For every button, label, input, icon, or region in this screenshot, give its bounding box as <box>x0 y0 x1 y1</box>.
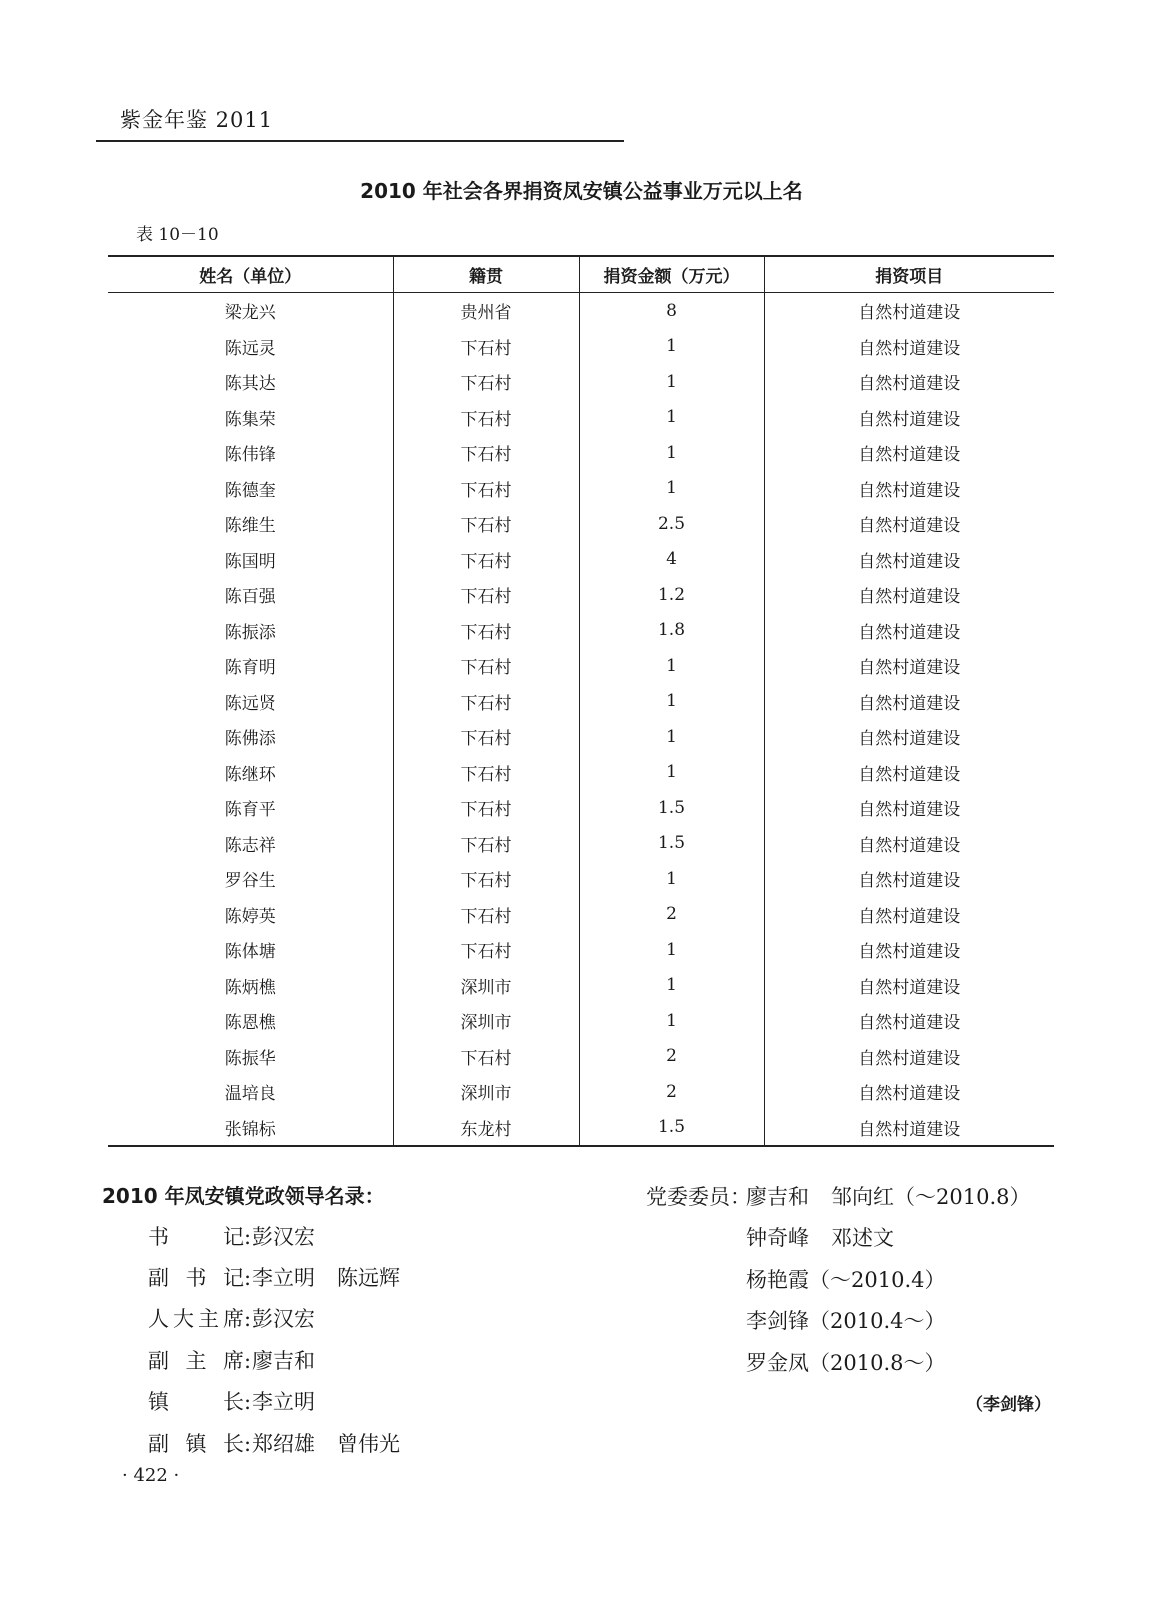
cell-amount: 1.2 <box>579 577 764 613</box>
leader-separator: : <box>244 1266 252 1290</box>
cell-project: 自然村道建设 <box>764 755 1054 791</box>
table-row <box>108 577 1054 613</box>
table-row <box>108 1074 1054 1110</box>
table-row <box>108 364 1054 400</box>
cell-amount: 1 <box>579 471 764 507</box>
table-row <box>108 755 1054 791</box>
leader-separator: : <box>244 1307 252 1331</box>
cell-origin: 贵州省 <box>393 293 579 329</box>
table-row <box>108 826 1054 862</box>
cell-origin: 下石村 <box>393 826 579 862</box>
cell-name: 陈振添 <box>224 622 276 643</box>
page-number: · 422 · <box>122 1465 180 1486</box>
committee-member-line <box>746 1264 945 1294</box>
cell-name: 梁龙兴 <box>224 303 276 324</box>
cell-project: 自然村道建设 <box>764 1039 1054 1075</box>
table-row <box>108 400 1054 436</box>
table-row <box>108 684 1054 720</box>
table-row <box>108 613 1054 649</box>
cell-amount: 1 <box>579 755 764 791</box>
leader-separator: : <box>244 1432 252 1456</box>
cell-amount: 2 <box>579 1039 764 1075</box>
leader-name: 李立明 <box>252 1266 315 1290</box>
cell-amount: 1 <box>579 719 764 755</box>
cell-origin: 深圳市 <box>393 1074 579 1110</box>
cell-origin: 下石村 <box>393 932 579 968</box>
header-rule <box>96 140 624 142</box>
author-credit: （李剑锋） <box>966 1395 1051 1415</box>
cell-project: 自然村道建设 <box>764 826 1054 862</box>
cell-origin: 下石村 <box>393 400 579 436</box>
cell-amount: 1 <box>579 1003 764 1039</box>
column-header-project: 捐资项目 <box>764 256 1054 293</box>
table-row <box>108 790 1054 826</box>
committee-member-name: 李剑锋（2010.4～） <box>746 1309 946 1333</box>
cell-name: 陈伟锋 <box>224 445 276 466</box>
table-row <box>108 329 1054 365</box>
cell-amount: 2 <box>579 897 764 933</box>
cell-amount: 1 <box>579 684 764 720</box>
table-row <box>108 1110 1054 1147</box>
committee-member-line <box>746 1347 945 1377</box>
committee-member-line <box>746 1222 894 1252</box>
table-row <box>108 932 1054 968</box>
cell-origin: 下石村 <box>393 577 579 613</box>
cell-project: 自然村道建设 <box>764 1110 1054 1147</box>
cell-project: 自然村道建设 <box>764 542 1054 578</box>
cell-origin: 下石村 <box>393 613 579 649</box>
cell-name: 张锦标 <box>224 1119 276 1140</box>
cell-project: 自然村道建设 <box>764 506 1054 542</box>
cell-origin: 下石村 <box>393 542 579 578</box>
cell-name: 罗谷生 <box>224 871 276 892</box>
leader-name: 曾伟光 <box>337 1432 400 1456</box>
cell-name: 陈婷英 <box>224 906 276 927</box>
cell-name: 陈恩樵 <box>224 1013 276 1034</box>
table-row <box>108 435 1054 471</box>
cell-origin: 下石村 <box>393 1039 579 1075</box>
cell-amount: 1 <box>579 400 764 436</box>
cell-project: 自然村道建设 <box>764 613 1054 649</box>
cell-amount: 1 <box>579 968 764 1004</box>
cell-name: 陈远贤 <box>224 693 276 714</box>
cell-project: 自然村道建设 <box>764 1003 1054 1039</box>
cell-origin: 下石村 <box>393 755 579 791</box>
donation-table <box>108 255 1054 1147</box>
leader-name: 彭汉宏 <box>252 1225 315 1249</box>
leader-row <box>148 1303 315 1333</box>
leader-role: 副书记 <box>148 1266 244 1290</box>
leader-separator: : <box>244 1349 252 1373</box>
committee-label: 党委委员： <box>646 1185 751 1209</box>
cell-project: 自然村道建设 <box>764 435 1054 471</box>
cell-amount: 1 <box>579 435 764 471</box>
table-row <box>108 861 1054 897</box>
leader-name: 陈远辉 <box>337 1266 400 1290</box>
leader-row <box>148 1386 315 1416</box>
cell-project: 自然村道建设 <box>764 932 1054 968</box>
committee-member-name: 邹向红（～2010.8） <box>831 1185 1031 1209</box>
committee-member-name: 杨艳霞（～2010.4） <box>746 1268 946 1292</box>
yearbook-header-title: 紫金年鉴 2011 <box>120 108 274 132</box>
cell-amount: 4 <box>579 542 764 578</box>
cell-origin: 下石村 <box>393 364 579 400</box>
leader-row <box>148 1221 315 1251</box>
cell-amount: 1.5 <box>579 826 764 862</box>
cell-amount: 2 <box>579 1074 764 1110</box>
table-row <box>108 542 1054 578</box>
table-row <box>108 1003 1054 1039</box>
leader-row <box>148 1345 315 1375</box>
cell-project: 自然村道建设 <box>764 897 1054 933</box>
cell-amount: 1 <box>579 364 764 400</box>
cell-origin: 下石村 <box>393 435 579 471</box>
leaders-heading: 2010 年凤安镇党政领导名录： <box>102 1184 385 1208</box>
document-title: 2010 年社会各界捐资凤安镇公益事业万元以上名 <box>360 179 803 203</box>
cell-project: 自然村道建设 <box>764 471 1054 507</box>
table-row <box>108 506 1054 542</box>
cell-amount: 1 <box>579 932 764 968</box>
column-header-origin: 籍贯 <box>393 256 579 293</box>
cell-origin: 深圳市 <box>393 1003 579 1039</box>
cell-amount: 2.5 <box>579 506 764 542</box>
cell-project: 自然村道建设 <box>764 577 1054 613</box>
cell-origin: 下石村 <box>393 897 579 933</box>
cell-origin: 下石村 <box>393 719 579 755</box>
cell-origin: 东龙村 <box>393 1110 579 1147</box>
committee-member-name: 钟奇峰 <box>746 1226 809 1250</box>
cell-name: 陈远灵 <box>224 338 276 359</box>
leader-name: 李立明 <box>252 1390 315 1414</box>
cell-project: 自然村道建设 <box>764 400 1054 436</box>
cell-name: 陈育平 <box>224 800 276 821</box>
leader-row <box>148 1428 400 1458</box>
cell-name: 陈国明 <box>224 551 276 572</box>
cell-origin: 下石村 <box>393 684 579 720</box>
cell-name: 陈德奎 <box>224 480 276 501</box>
leader-name: 郑绍雄 <box>252 1432 315 1456</box>
cell-amount: 1.5 <box>579 790 764 826</box>
cell-name: 温培良 <box>224 1084 276 1105</box>
cell-name: 陈育明 <box>224 658 276 679</box>
cell-origin: 下石村 <box>393 861 579 897</box>
cell-project: 自然村道建设 <box>764 648 1054 684</box>
cell-project: 自然村道建设 <box>764 719 1054 755</box>
cell-name: 陈振华 <box>224 1048 276 1069</box>
cell-name: 陈体塘 <box>224 942 276 963</box>
leader-role: 人大主席 <box>148 1307 244 1331</box>
table-row <box>108 293 1054 329</box>
leader-role: 镇长 <box>148 1390 244 1414</box>
cell-name: 陈炳樵 <box>224 977 276 998</box>
table-header-row <box>108 256 1054 293</box>
leader-name: 廖吉和 <box>252 1349 315 1373</box>
cell-name: 陈其达 <box>224 374 276 395</box>
leader-separator: : <box>244 1225 252 1249</box>
cell-name: 陈佛添 <box>224 729 276 750</box>
table-row <box>108 897 1054 933</box>
leader-row <box>148 1262 400 1292</box>
leader-role: 副镇长 <box>148 1432 244 1456</box>
cell-origin: 深圳市 <box>393 968 579 1004</box>
cell-amount: 1 <box>579 329 764 365</box>
cell-name: 陈百强 <box>224 587 276 608</box>
cell-origin: 下石村 <box>393 471 579 507</box>
table-row <box>108 968 1054 1004</box>
cell-name: 陈集荣 <box>224 409 276 430</box>
committee-member-name: 邓述文 <box>831 1226 894 1250</box>
leader-role: 副主席 <box>148 1349 244 1373</box>
table-row <box>108 471 1054 507</box>
table-body <box>108 293 1054 1147</box>
cell-project: 自然村道建设 <box>764 1074 1054 1110</box>
table-row <box>108 1039 1054 1075</box>
cell-amount: 1.5 <box>579 1110 764 1147</box>
cell-name: 陈维生 <box>224 516 276 537</box>
leader-name: 彭汉宏 <box>252 1307 315 1331</box>
leader-separator: : <box>244 1390 252 1414</box>
column-header-name: 姓名（单位） <box>108 256 393 293</box>
cell-project: 自然村道建设 <box>764 861 1054 897</box>
cell-origin: 下石村 <box>393 790 579 826</box>
cell-project: 自然村道建设 <box>764 968 1054 1004</box>
cell-origin: 下石村 <box>393 648 579 684</box>
table-label: 表 10－10 <box>136 225 219 245</box>
committee-member-line <box>746 1181 1030 1211</box>
cell-project: 自然村道建设 <box>764 293 1054 329</box>
committee-member-name: 廖吉和 <box>746 1185 809 1209</box>
cell-amount: 1 <box>579 648 764 684</box>
table-row <box>108 648 1054 684</box>
leader-role: 书记 <box>148 1225 244 1249</box>
cell-project: 自然村道建设 <box>764 364 1054 400</box>
column-header-amount: 捐资金额（万元） <box>579 256 764 293</box>
committee-member-line <box>746 1305 945 1335</box>
cell-name: 陈继环 <box>224 764 276 785</box>
cell-amount: 1 <box>579 861 764 897</box>
table-row <box>108 719 1054 755</box>
cell-origin: 下石村 <box>393 506 579 542</box>
cell-origin: 下石村 <box>393 329 579 365</box>
cell-amount: 1.8 <box>579 613 764 649</box>
cell-project: 自然村道建设 <box>764 790 1054 826</box>
cell-amount: 8 <box>579 293 764 329</box>
cell-name: 陈志祥 <box>224 835 276 856</box>
cell-project: 自然村道建设 <box>764 329 1054 365</box>
committee-member-name: 罗金凤（2010.8～） <box>746 1351 946 1375</box>
cell-project: 自然村道建设 <box>764 684 1054 720</box>
